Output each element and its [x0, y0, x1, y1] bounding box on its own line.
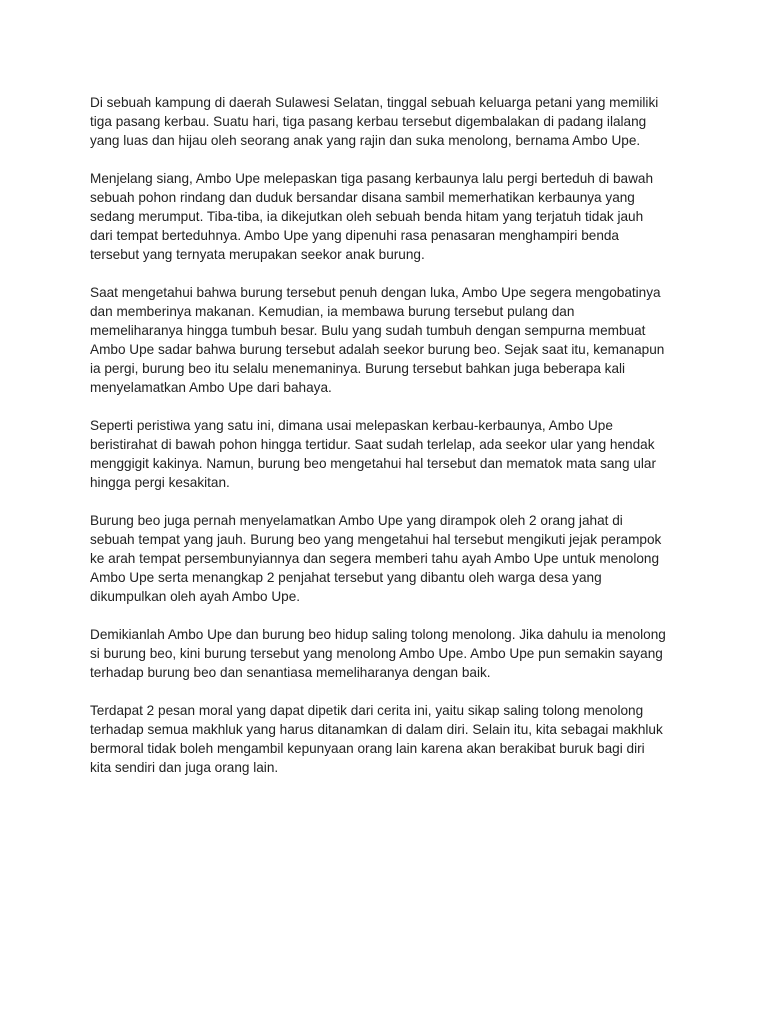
paragraph	[90, 416, 690, 492]
document-body	[90, 93, 690, 796]
text-line: tiga pasang kerbau. Suatu hari, tiga pasang kerbau tersebut digembalakan di padang ilalang	[90, 114, 647, 129]
text-line: Burung beo juga pernah menyelamatkan Ambo Upe yang dirampok oleh 2 orang jahat di	[90, 513, 623, 528]
text-line: dari tempat berteduhnya. Ambo Upe yang dipenuhi rasa penasaran menghampiri benda	[90, 228, 619, 243]
text-line: hingga pergi kesakitan.	[90, 475, 230, 490]
paragraph	[90, 283, 690, 397]
text-line: kita sendiri dan juga orang lain.	[90, 760, 279, 775]
text-line: dikumpulkan oleh ayah Ambo Upe.	[90, 589, 301, 604]
text-line: menyelamatkan Ambo Upe dari bahaya.	[90, 380, 332, 395]
paragraph	[90, 511, 690, 606]
text-line: bermoral tidak boleh mengambil kepunyaan orang lain karena akan berakibat buruk bagi diri	[90, 741, 645, 756]
text-line: menggigit kakinya. Namun, burung beo mengetahui hal tersebut dan mematok mata sang ular	[90, 456, 656, 471]
text-line: Saat mengetahui bahwa burung tersebut penuh dengan luka, Ambo Upe segera mengobatinya	[90, 285, 661, 300]
text-line: Menjelang siang, Ambo Upe melepaskan tiga pasang kerbaunya lalu pergi berteduh di bawah	[90, 171, 654, 186]
text-line: sedang merumput. Tiba-tiba, ia dikejutkan oleh sebuah benda hitam yang terjatuh tidak jauh	[90, 209, 644, 224]
text-line: dan memberinya makanan. Kemudian, ia membawa burung tersebut pulang dan	[90, 304, 575, 319]
text-line: Terdapat 2 pesan moral yang dapat dipetik dari cerita ini, yaitu sikap saling tolong menolong	[90, 703, 644, 718]
text-line: ia pergi, burung beo itu selalu menemaninya. Burung tersebut bahkan juga beberapa kali	[90, 361, 626, 376]
text-line: terhadap burung beo dan senantiasa memeliharanya dengan baik.	[90, 665, 491, 680]
paragraph	[90, 169, 690, 264]
text-line: si burung beo, kini burung tersebut yang menolong Ambo Upe. Ambo Upe pun semakin sayang	[90, 646, 663, 661]
text-line: Demikianlah Ambo Upe dan burung beo hidup saling tolong menolong. Jika dahulu ia menolong	[90, 627, 666, 642]
paragraph	[90, 93, 690, 150]
text-line: ke arah tempat persembunyiannya dan segera memberi tahu ayah Ambo Upe untuk menolong	[90, 551, 660, 566]
paragraph	[90, 625, 690, 682]
text-line: Seperti peristiwa yang satu ini, dimana usai melepaskan kerbau-kerbaunya, Ambo Upe	[90, 418, 613, 433]
text-line: Ambo Upe serta menangkap 2 penjahat tersebut yang dibantu oleh warga desa yang	[90, 570, 602, 585]
text-line: yang luas dan hijau oleh seorang anak yang rajin dan suka menolong, bernama Ambo Upe.	[90, 133, 641, 148]
text-line: beristirahat di bawah pohon hingga tertidur. Saat sudah terlelap, ada seekor ular yang hendak	[90, 437, 655, 452]
text-line: terhadap semua makhluk yang harus ditanamkan di dalam diri. Selain itu, kita sebagai makhluk	[90, 722, 663, 737]
text-line: Di sebuah kampung di daerah Sulawesi Selatan, tinggal sebuah keluarga petani yang memiliki	[90, 95, 659, 110]
text-line: memeliharanya hingga tumbuh besar. Bulu yang sudah tumbuh dengan sempurna membuat	[90, 323, 646, 338]
text-line: sebuah pohon rindang dan duduk bersandar disana sambil memerhatikan kerbaunya yang	[90, 190, 635, 205]
text-line: sebuah tempat yang jauh. Burung beo yang mengetahui hal tersebut mengikuti jejak perampok	[90, 532, 662, 547]
text-line: Ambo Upe sadar bahwa burung tersebut adalah seekor burung beo. Sejak saat itu, kemanapun	[90, 342, 665, 357]
paragraph	[90, 701, 690, 777]
text-line: tersebut yang ternyata merupakan seekor anak burung.	[90, 247, 425, 262]
